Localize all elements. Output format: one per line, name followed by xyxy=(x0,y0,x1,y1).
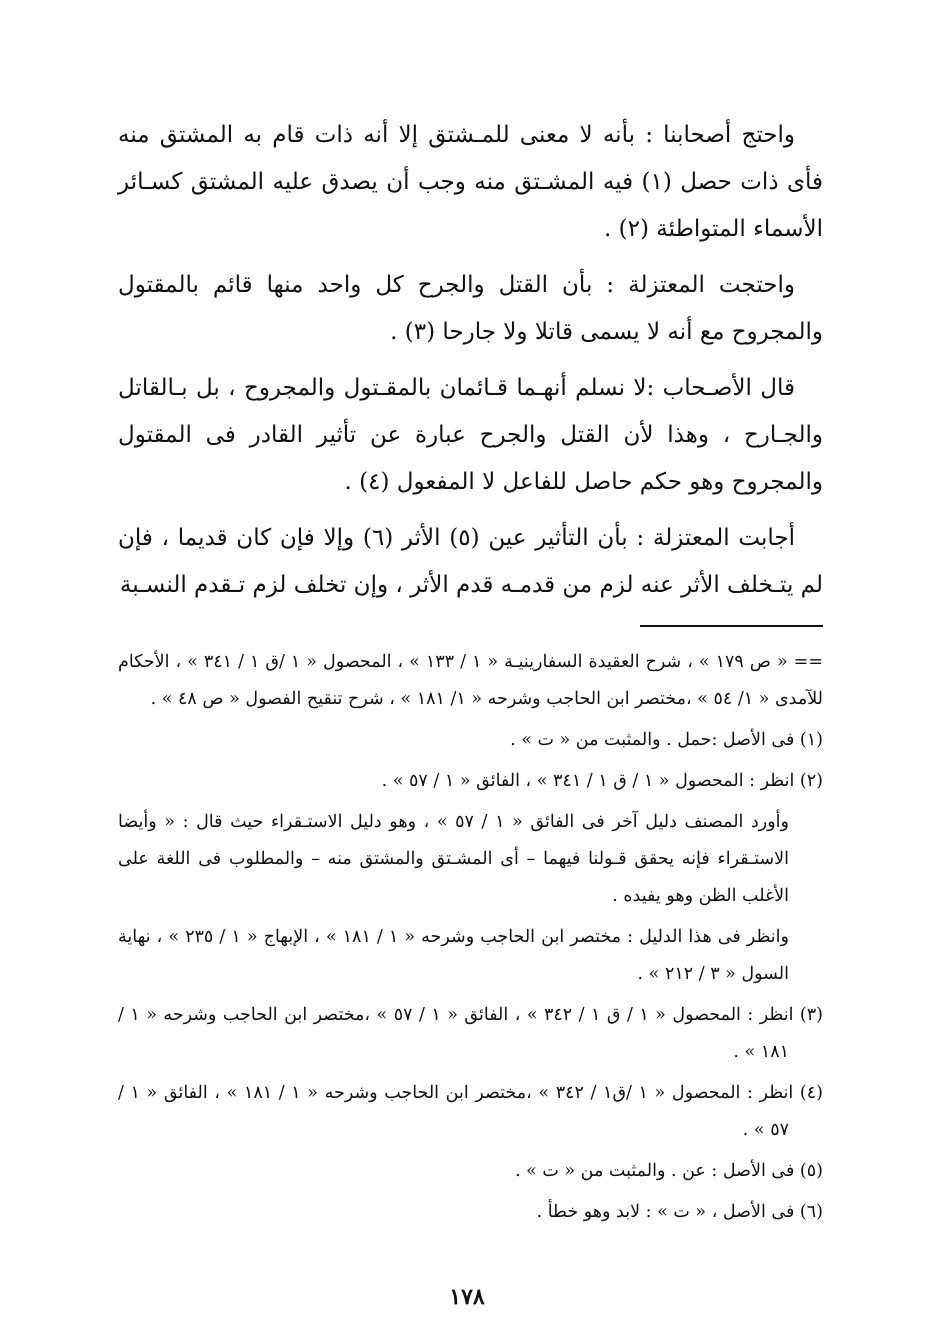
footnotes xyxy=(118,644,823,1235)
main-text xyxy=(118,112,823,618)
footnote-separator xyxy=(640,625,823,627)
footnote: (٣) انظر : المحصول « ١ / ق ١ / ٣٤٢ » ، الفائق « ١ / ٥٧ » ،مختصر ابن الحاجب وشرحه « ١ / ١٨١ » . xyxy=(118,1005,823,1062)
paragraph: واحتجت المعتزلة : بأن القتل والجرح كل واحد منها قائم بالمقتول والمجروح مع أنه لا يسمى قاتلا ولا جارحا (٣) . xyxy=(118,272,823,345)
footnote: (٦) فى الأصل ، « ت » : لابد وهو خطأ . xyxy=(536,1202,823,1222)
footnote-subparagraph: وانظر فى هذا الدليل : مختصر ابن الحاجب وشرحه « ١ / ١٨١ » ، الإبهاج « ١ / ٢٣٥ » ، نهاية السول « ٣ / ٢١٢ » . xyxy=(118,927,789,984)
footnote: (٢) انظر : المحصول « ١ / ق ١ / ٣٤١ » ، الفائق « ١ / ٥٧ » . xyxy=(381,771,823,791)
page-number: ١٧٨ xyxy=(449,1284,485,1310)
paragraph: واحتج أصحابنا : بأنه لا معنى للمـشتق إلا أنه ذات قام به المشتق منه فأى ذات حصل (١) فيه المشـتق منه وجب أن يصدق عليه المشتق كسـائر الأسماء المتواطئة (٢) . xyxy=(118,122,823,242)
paragraph: أجابت المعتزلة : بأن التأثير عين (٥) الأثر (٦) وإلا فإن كان قديما ، فإن لم يتـخلف الأثر عنه لزم من قدمـه قدم الأثر ، وإن تخلف لزم تـقدم النسـبة xyxy=(118,525,823,598)
footnote: (٥) فى الأصل : عن . والمثبت من « ت » . xyxy=(514,1161,823,1181)
footnote-subparagraph: وأورد المصنف دليل آخر فى الفائق « ١ / ٥٧ » ، وهو دليل الاستـقراء حيث قال : « وأيضا الاستـقراء فإنه يحقق قـولنا فيهما – أى المشـتق والمشتق منه – والمطلوب فى اللغة على الأغلب الظن وهو يفيده . xyxy=(118,812,789,906)
paragraph: قال الأصـحاب :لا نسلم أنهـما قـائمان بالمقـتول والمجروح ، بل بـالقاتل والجـارح ، وهذا لأن القتل والجرح عبارة عن تأثير القادر فى المقتول والمجروح وهو حكم حاصل للفاعل لا المفعول (٤) . xyxy=(118,375,823,495)
footnote-continuation: == « ص ١٧٩ » ، شرح العقيدة السفارينيـة « ١ / ١٣٣ » ، المحصول « ١ /ق ١ / ٣٤١ » ، الأحكام للآمدى « ١/ ٥٤ » ،مختصر ابن الحاجب وشرحه « ١/ ١٨١ » ، شرح تنقيح الفصول « ص ٤٨ » . xyxy=(118,652,823,709)
footnote: (٤) انظر : المحصول « ١ /ق١ / ٣٤٢ » ،مختصر ابن الحاجب وشرحه « ١ / ١٨١ » ، الفائق « ١ / ٥٧ » . xyxy=(118,1083,823,1140)
footnote: (١) فى الأصل :حمل . والمثبت من « ت » . xyxy=(510,730,823,750)
